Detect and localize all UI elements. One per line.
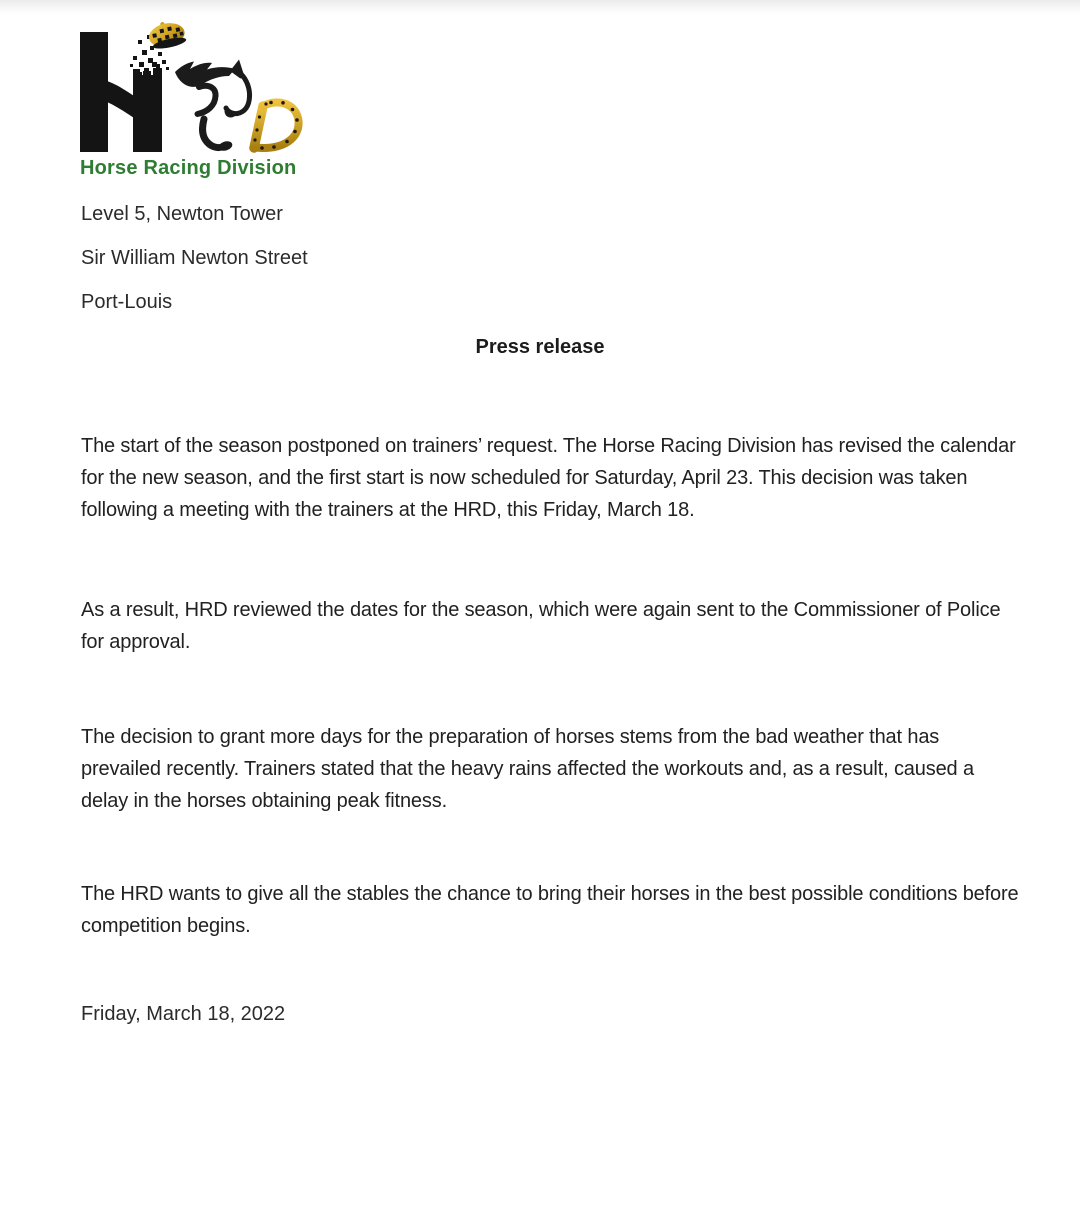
horse-icon bbox=[175, 60, 250, 153]
paragraph-1-line-2: for the new season, and the first start is now scheduled for Saturday, April 23. This decision was taken bbox=[81, 467, 968, 489]
date-line: Friday, March 18, 2022 bbox=[81, 1003, 286, 1025]
paragraph-3-line-1: The decision to grant more days for the preparation of horses stems from the bad weather that has bbox=[81, 726, 940, 748]
paragraph-2-line-1: As a result, HRD reviewed the dates for the season, which were again sent to the Commissioner of Police bbox=[81, 599, 1001, 621]
hrd-logo-graphic bbox=[78, 22, 310, 156]
address-line-1: Level 5, Newton Tower bbox=[81, 203, 283, 225]
paragraph-3-line-3: delay in the horses obtaining peak fitness. bbox=[81, 790, 448, 812]
paragraph-1 bbox=[81, 430, 1021, 526]
paragraph-1-line-3: following a meeting with the trainers at the HRD, this Friday, March 18. bbox=[81, 499, 695, 521]
top-edge-shadow bbox=[0, 0, 1080, 14]
hrd-logo bbox=[78, 22, 310, 156]
address-line-2: Sir William Newton Street bbox=[81, 247, 308, 269]
letter-h bbox=[80, 32, 169, 152]
address-line-3: Port-Louis bbox=[81, 291, 173, 313]
paragraph-4 bbox=[81, 878, 1021, 942]
paragraph-2-line-2: for approval. bbox=[81, 631, 191, 653]
paragraph-3-line-2: prevailed recently. Trainers stated that the heavy rains affected the workouts and, as a result, caused a bbox=[81, 758, 974, 780]
paragraph-1-line-1: The start of the season postponed on trainers’ request. The Horse Racing Division has revised the calendar bbox=[81, 435, 1016, 457]
paragraph-4-line-1: The HRD wants to give all the stables the chance to bring their horses in the best possible conditions before bbox=[81, 883, 1019, 905]
paragraph-2 bbox=[81, 594, 1021, 658]
org-name: Horse Racing Division bbox=[80, 157, 297, 179]
paragraph-4-line-2: competition begins. bbox=[81, 915, 251, 937]
paragraph-3 bbox=[81, 721, 1021, 817]
document-title: Press release bbox=[475, 336, 605, 358]
letter-d-horseshoe bbox=[253, 101, 298, 150]
